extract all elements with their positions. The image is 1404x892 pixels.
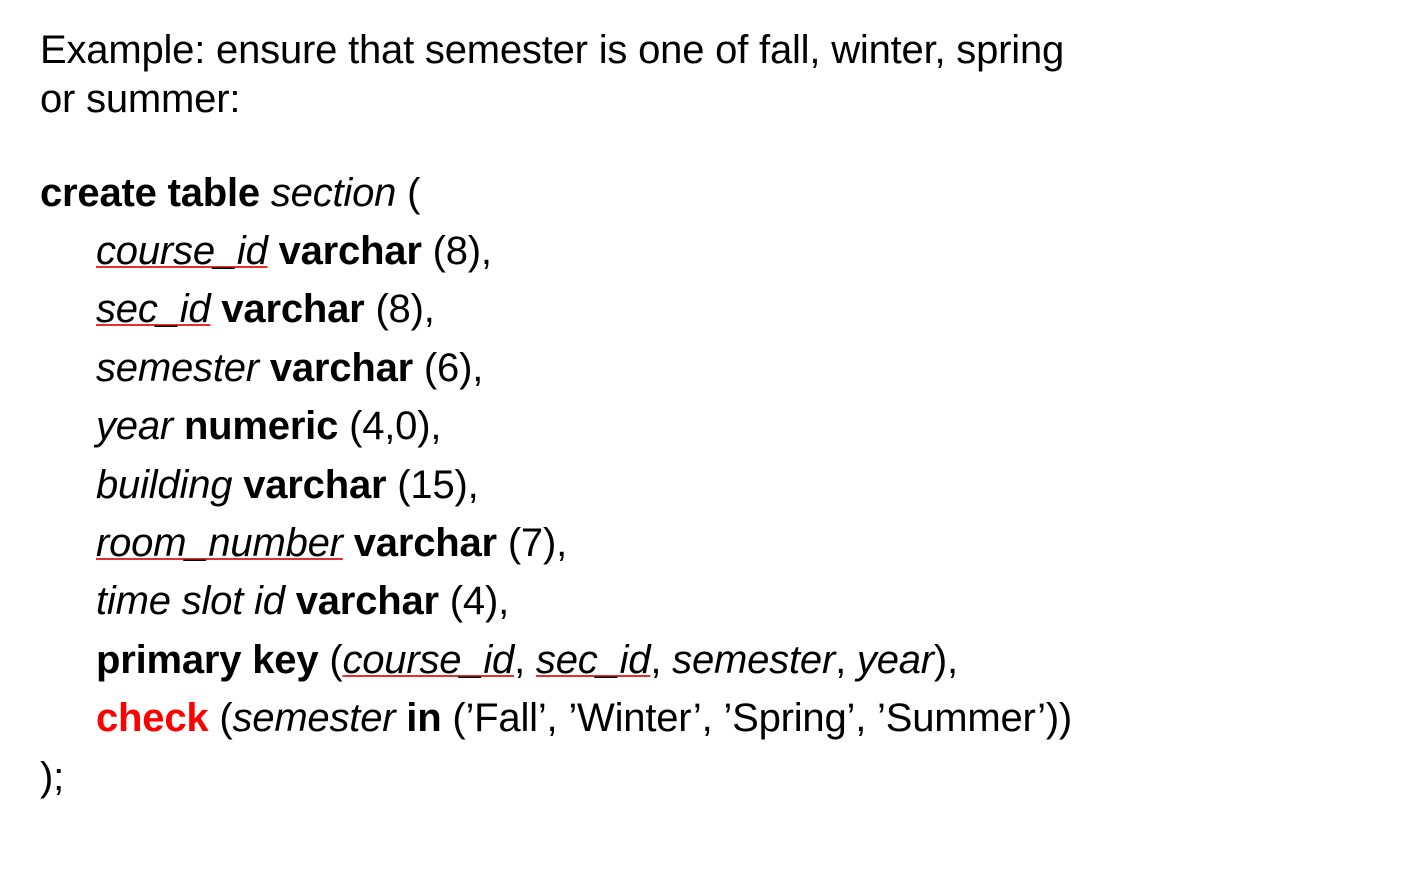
attr-sec-id: sec_id [96,287,211,332]
pk-attr-semester: semester [672,637,836,682]
check-open-paren: ( [219,696,233,741]
code-line-sec-id [40,280,1364,338]
keyword-check: check [96,696,209,741]
code-line-year [40,397,1364,455]
code-line-room-number [40,514,1364,572]
type-numeric: numeric [183,404,339,449]
code-line-primary-key [40,631,1364,689]
close-paren: ), [933,637,958,682]
type-varchar: varchar [353,520,497,565]
attr-year: year [96,404,174,449]
attr-semester: semester [96,345,259,390]
code-line-end: ); [40,754,65,799]
type-varchar: varchar [221,287,365,332]
attr-time-slot-id: time slot id [96,579,285,624]
code-line-time-slot-id [40,572,1364,630]
type-args: (7), [507,520,568,565]
keyword-primary-key: primary key [96,637,319,682]
attr-course-id: course_id [96,228,268,273]
attr-room-number: room_number [96,520,343,565]
type-args: (8), [432,228,492,273]
pk-sep-1: , [514,637,536,682]
type-args: (15), [397,462,479,507]
pk-attr-course-id: course_id [342,637,515,682]
type-args: (4), [449,579,509,624]
type-varchar: varchar [278,228,422,273]
pk-sep-2: , [650,637,673,682]
type-args: (6), [423,345,484,390]
attr-building: building [96,462,233,507]
pk-sep-3: , [835,637,857,682]
keyword-in: in [406,696,442,741]
open-paren: ( [329,637,343,682]
type-args: (4,0), [349,404,442,449]
intro-line-2: or summer: [40,76,241,121]
type-varchar: varchar [269,345,413,390]
table-name-section: section [270,170,397,215]
code-line-course-id [40,222,1364,280]
code-line-semester [40,339,1364,397]
type-varchar: varchar [295,579,439,624]
open-paren: ( [407,170,421,215]
keyword-create-table: create table [40,170,260,215]
intro-paragraph [40,26,1350,124]
type-varchar: varchar [243,462,387,507]
check-value-list: (’Fall’, ’Winter’, ’Spring’, ’Summer’)) [452,696,1073,741]
pk-attr-year: year [856,637,934,682]
code-line-create-table [40,164,1364,222]
sql-code-block [40,164,1364,806]
pk-attr-sec-id: sec_id [535,637,651,682]
code-line-check [40,689,1364,747]
check-attr-semester: semester [232,696,396,741]
code-line-building [40,456,1364,514]
intro-line-1: Example: ensure that semester is one of fall, winter, spring [40,28,1065,72]
type-args: (8), [375,287,435,332]
